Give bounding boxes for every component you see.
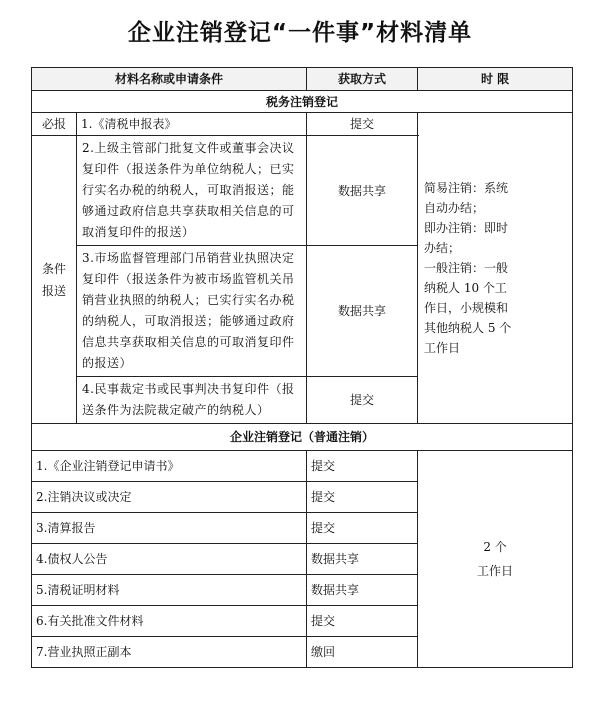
tax-time-limit [418, 113, 573, 424]
method-text: 提交 [307, 377, 418, 424]
method-text: 提交 [307, 513, 418, 544]
material-text: 7.营业执照正副本 [32, 637, 307, 668]
materials-table [31, 67, 573, 668]
conditional-label: 条件报送 [32, 136, 77, 424]
material-text: 2.上级主管部门批复文件或董事会决议复印件（报送条件为单位纳税人；已实行实名办税的纳税人，可取消报送；能够通过政府信息共享获取相关信息的可取消复印件的报送） [77, 136, 307, 246]
limit-line: 即办注销：即时 [424, 221, 509, 235]
limit-line: 简易注销：系统 [424, 181, 509, 195]
material-text: 3.市场监督管理部门吊销营业执照决定复印件（报送条件为被市场监管机关吊销营业执照的纳税人；已实行实名办税的纳税人，可取消报送；能够通过政府信息共享获取相关信息的可取消复印件的报送） [77, 246, 307, 377]
method-text: 提交 [307, 482, 418, 513]
limit-line: 其他纳税人 5 个 [424, 321, 512, 335]
limit-line: 作日，小规模和 [424, 301, 509, 315]
material-text: 3.清算报告 [32, 513, 307, 544]
limit-line: 一般注销：一般 [424, 261, 509, 275]
material-text: 4.民事裁定书或民事判决书复印件（报送条件为法院裁定破产的纳税人） [77, 377, 307, 424]
limit-line: 纳税人 10 个工 [424, 281, 507, 295]
method-text: 提交 [307, 113, 418, 136]
section-title-corp: 企业注销登记（普通注销） [32, 424, 573, 451]
limit-line: 2 个 [483, 540, 507, 554]
method-text: 提交 [307, 606, 418, 637]
method-text: 缴回 [307, 637, 418, 668]
required-label: 必报 [32, 113, 77, 136]
limit-line: 工作日 [477, 564, 514, 578]
table-row [32, 451, 573, 482]
material-text: 1.《企业注销登记申请书》 [32, 451, 307, 482]
limit-line: 办结； [424, 241, 461, 255]
method-text: 数据共享 [307, 136, 418, 246]
section-corp [32, 424, 573, 451]
material-text: 2.注销决议或决定 [32, 482, 307, 513]
method-text: 数据共享 [307, 575, 418, 606]
page-title: 企业注销登记“一件事”材料清单 [127, 20, 473, 46]
header-method: 获取方式 [307, 68, 418, 91]
material-text: 1.《清税申报表》 [77, 113, 307, 136]
table-row [32, 113, 573, 136]
material-text: 5.清税证明材料 [32, 575, 307, 606]
limit-line: 工作日 [424, 341, 461, 355]
header-material: 材料名称或申请条件 [32, 68, 307, 91]
section-tax [32, 91, 573, 113]
material-text: 4.债权人公告 [32, 544, 307, 575]
material-text: 6.有关批准文件材料 [32, 606, 307, 637]
table-header-row [32, 68, 573, 91]
corp-time-limit [418, 451, 573, 668]
method-text: 提交 [307, 451, 418, 482]
header-limit: 时 限 [418, 68, 573, 91]
limit-line: 自动办结； [424, 201, 485, 215]
method-text: 数据共享 [307, 246, 418, 377]
method-text: 数据共享 [307, 544, 418, 575]
section-title-tax: 税务注销登记 [32, 91, 573, 113]
